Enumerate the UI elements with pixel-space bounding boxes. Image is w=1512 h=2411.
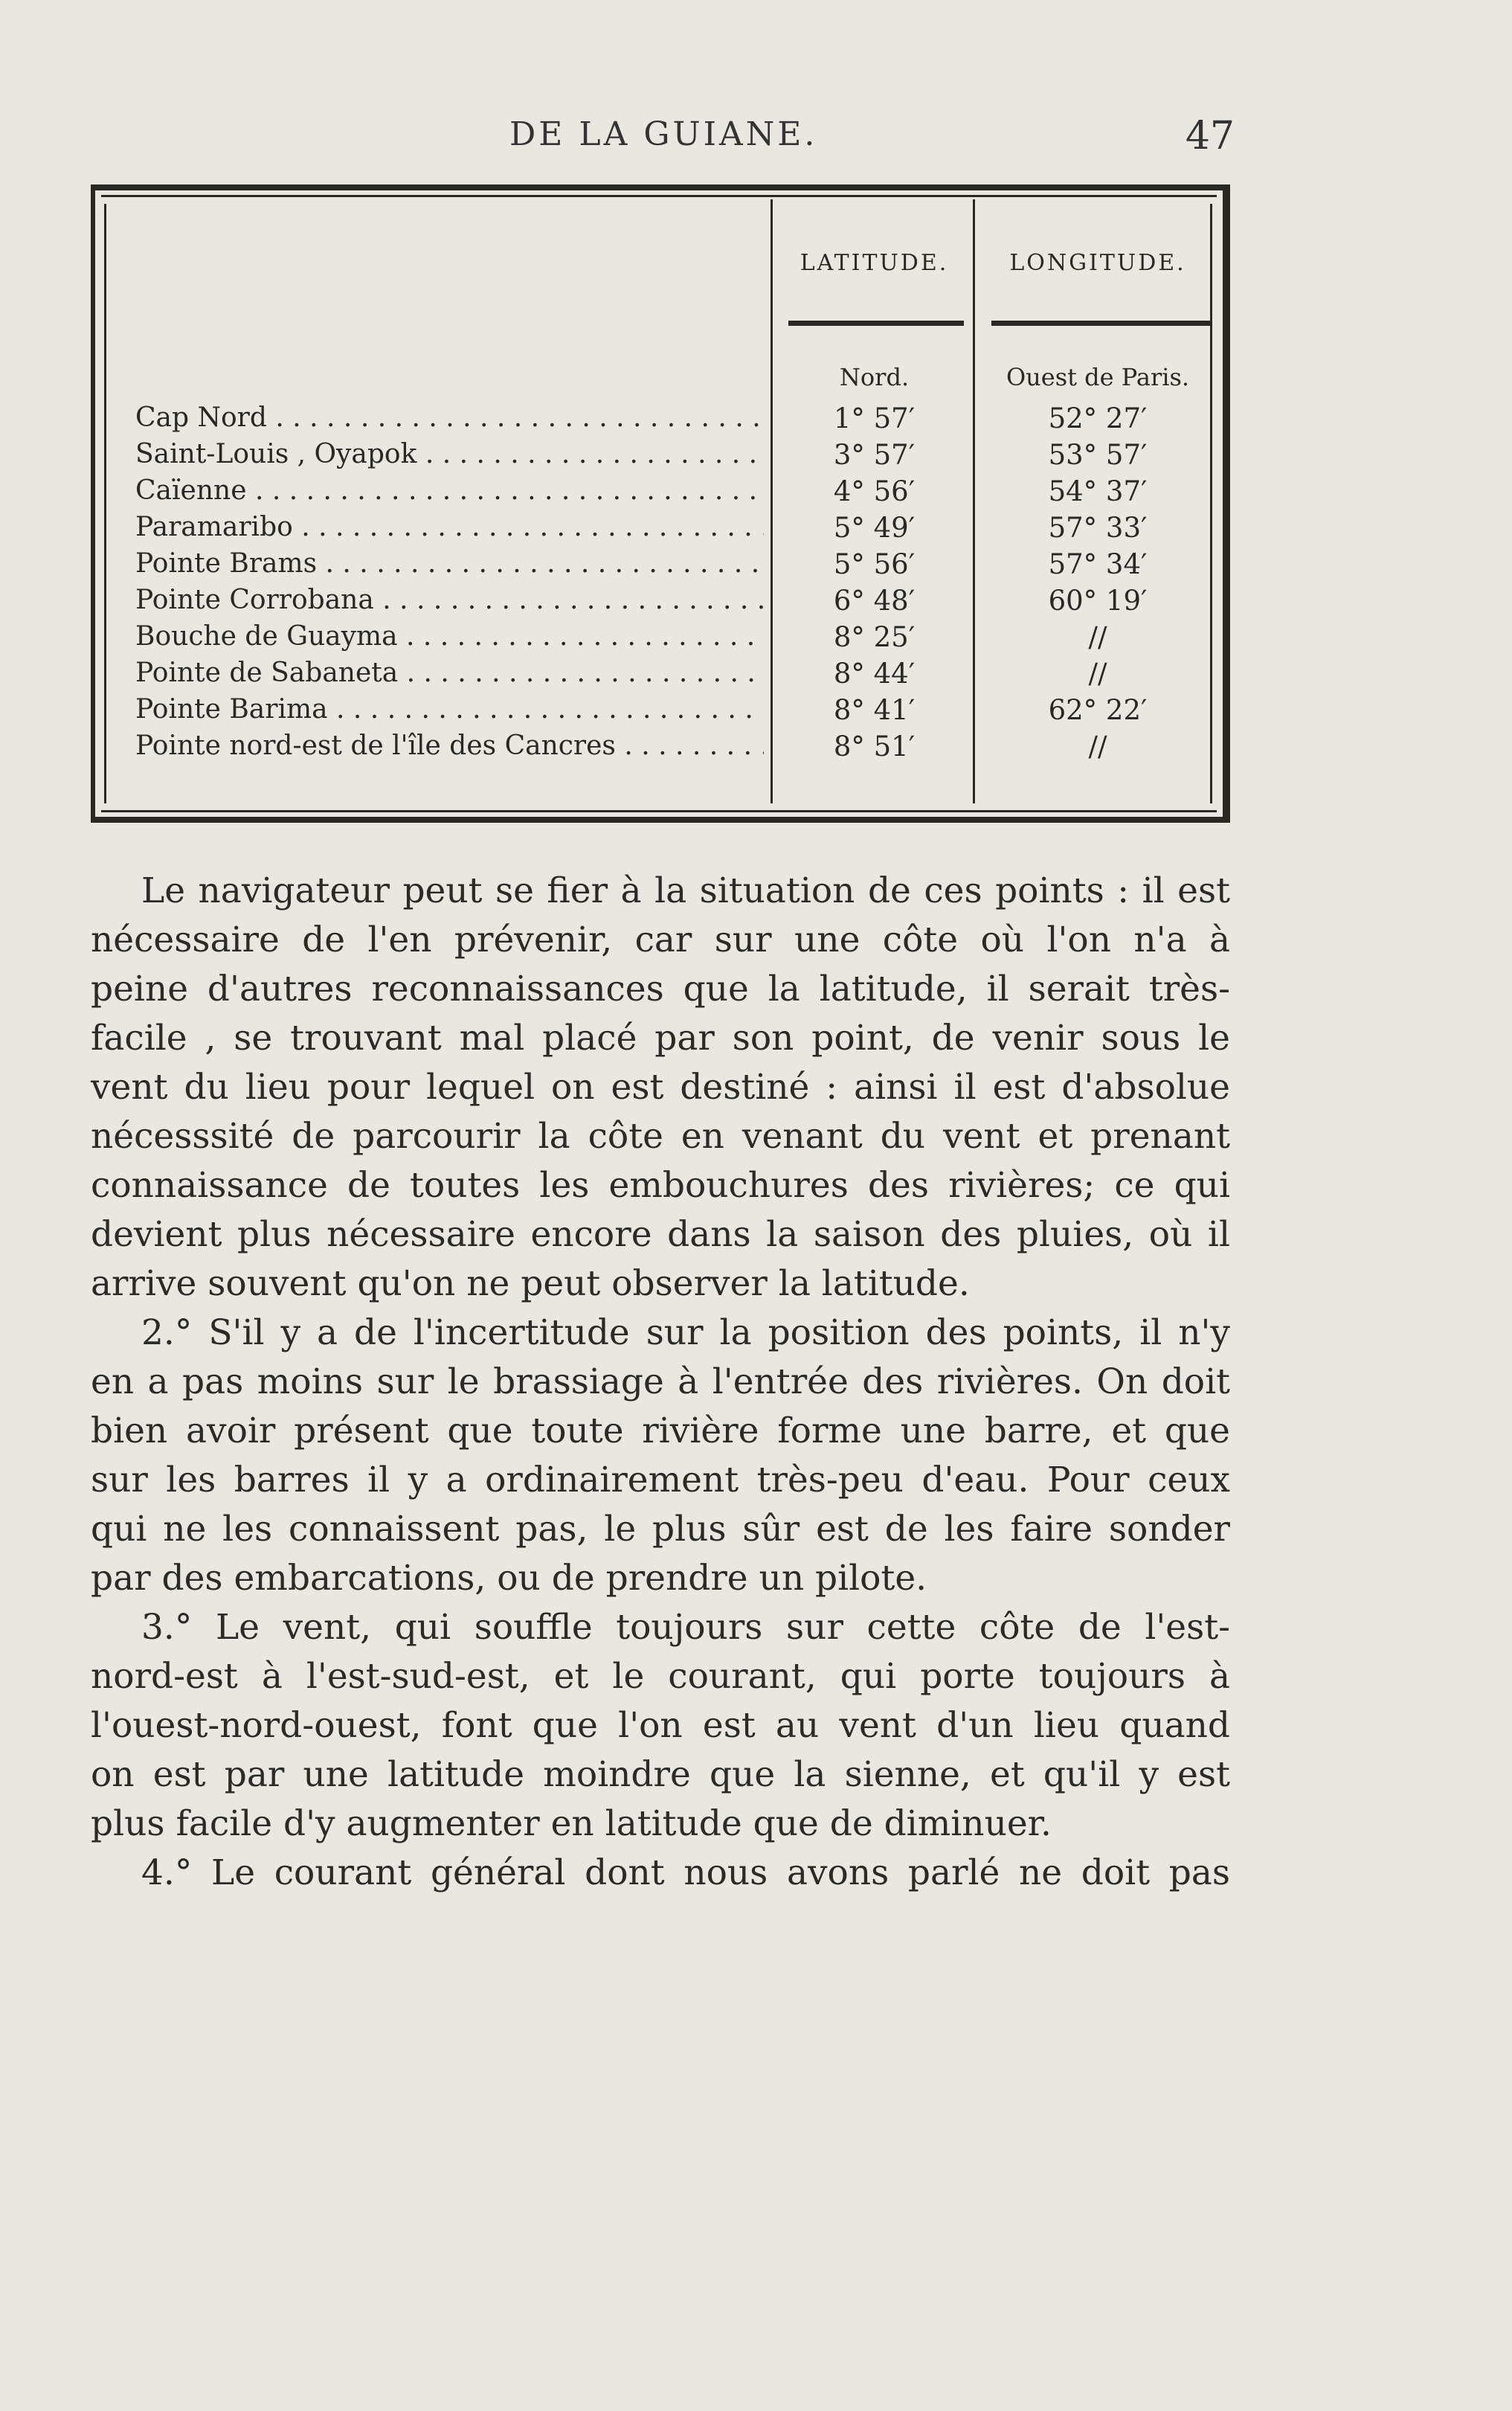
table-row xyxy=(95,512,1223,548)
text-line: 3.° Le vent, qui souffle toujours sur cette côte de l'est- xyxy=(141,1607,1230,1648)
place-name: Caïenne . . . xyxy=(135,475,764,506)
latitude-value: 8° 25′ xyxy=(833,621,916,653)
latitude-value: 5° 49′ xyxy=(833,512,916,544)
page-number: 47 xyxy=(1185,114,1235,158)
longitude-header-rule xyxy=(991,321,1210,326)
longitude-value: // xyxy=(1088,621,1107,653)
text-line: devient plus nécessaire encore dans la saison des pluies, où il xyxy=(91,1214,1230,1255)
longitude-column-header: LONGITUDE. xyxy=(1009,250,1186,276)
table-row xyxy=(95,402,1223,439)
text-line: on est par une latitude moindre que la sienne, et qu'il y est xyxy=(91,1754,1230,1795)
place-name: Pointe Barima . . . xyxy=(135,694,764,725)
longitude-value: 62° 22′ xyxy=(1048,694,1148,726)
longitude-value: 57° 33′ xyxy=(1048,512,1148,544)
table-row xyxy=(95,658,1223,694)
text-line: peine d'autres reconnaissances que la latitude, il serait très- xyxy=(91,969,1230,1009)
longitude-value: 57° 34′ xyxy=(1048,548,1148,580)
longitude-subheader: Ouest de Paris. xyxy=(1006,363,1190,391)
latitude-header-rule xyxy=(788,321,964,326)
body-text xyxy=(91,867,1230,1898)
latitude-column-header: LATITUDE. xyxy=(800,250,949,276)
place-name: Saint-Louis , Oyapok . . . xyxy=(135,439,764,469)
latitude-value: 3° 57′ xyxy=(833,439,916,471)
longitude-value: 52° 27′ xyxy=(1048,402,1148,434)
text-line: nécessaire de l'en prévenir, car sur une côte où l'on n'a à xyxy=(91,919,1230,960)
longitude-value: 53° 57′ xyxy=(1048,439,1148,471)
latitude-value: 5° 56′ xyxy=(833,548,916,580)
place-name: Paramaribo . . . xyxy=(135,512,764,542)
place-name: Bouche de Guayma . . . xyxy=(135,621,764,652)
place-name: Pointe nord-est de l'île des Cancres . . . xyxy=(135,731,764,761)
longitude-value: // xyxy=(1088,658,1107,690)
text-line: arrive souvent qu'on ne peut observer la latitude. xyxy=(91,1263,970,1304)
text-line: Le navigateur peut se fier à la situation de ces points : il est xyxy=(141,870,1230,911)
text-line: plus facile d'y augmenter en latitude que de diminuer. xyxy=(91,1803,1052,1844)
place-name: Pointe de Sabaneta . . . xyxy=(135,658,764,688)
text-line: 4.° Le courant général dont nous avons parlé ne doit pas xyxy=(141,1852,1230,1893)
place-name: Pointe Corrobana . . . xyxy=(135,585,764,615)
text-line: en a pas moins sur le brassiage à l'entrée des rivières. On doit xyxy=(91,1361,1230,1402)
longitude-value: 54° 37′ xyxy=(1048,475,1148,507)
text-line: sur les barres il y a ordinairement très-peu d'eau. Pour ceux xyxy=(91,1460,1230,1500)
latitude-value: 8° 44′ xyxy=(833,658,916,690)
text-line: 2.° S'il y a de l'incertitude sur la position des points, il n'y xyxy=(141,1312,1230,1353)
text-line: connaissance de toutes les embouchures des rivières; ce qui xyxy=(91,1165,1230,1206)
latitude-value: 4° 56′ xyxy=(833,475,916,507)
text-line: nécesssité de parcourir la côte en venant du vent et prenant xyxy=(91,1116,1230,1157)
text-line: nord-est à l'est-sud-est, et le courant, qui porte toujours à xyxy=(91,1656,1230,1697)
table-row xyxy=(95,585,1223,621)
latitude-value: 6° 48′ xyxy=(833,585,916,617)
table-row xyxy=(95,548,1223,585)
latitude-value: 1° 57′ xyxy=(833,402,916,434)
table-row xyxy=(95,694,1223,731)
table-row xyxy=(95,731,1223,767)
text-line: bien avoir présent que toute rivière forme une barre, et que xyxy=(91,1410,1230,1451)
text-line: vent du lieu pour lequel on est destiné : ainsi il est d'absolue xyxy=(91,1067,1230,1108)
text-line: l'ouest-nord-ouest, font que l'on est au vent d'un lieu quand xyxy=(91,1705,1230,1746)
table-body xyxy=(95,402,1223,767)
table-row xyxy=(95,439,1223,475)
place-name: Cap Nord . . . xyxy=(135,402,764,433)
running-head xyxy=(97,115,1235,167)
table-row xyxy=(95,621,1223,658)
coordinates-table xyxy=(91,184,1230,823)
longitude-value: 60° 19′ xyxy=(1048,585,1148,617)
longitude-value: // xyxy=(1088,731,1107,763)
latitude-subheader: Nord. xyxy=(839,363,910,391)
text-line: par des embarcations, ou de prendre un pilote. xyxy=(91,1558,927,1599)
running-title: DE LA GUIANE. xyxy=(509,115,818,153)
place-name: Pointe Brams . . . xyxy=(135,548,764,579)
table-row xyxy=(95,475,1223,512)
latitude-value: 8° 51′ xyxy=(833,731,916,763)
latitude-value: 8° 41′ xyxy=(833,694,916,726)
text-line: facile , se trouvant mal placé par son point, de venir sous le xyxy=(91,1018,1230,1059)
text-line: qui ne les connaissent pas, le plus sûr est de les faire sonder xyxy=(91,1509,1230,1550)
